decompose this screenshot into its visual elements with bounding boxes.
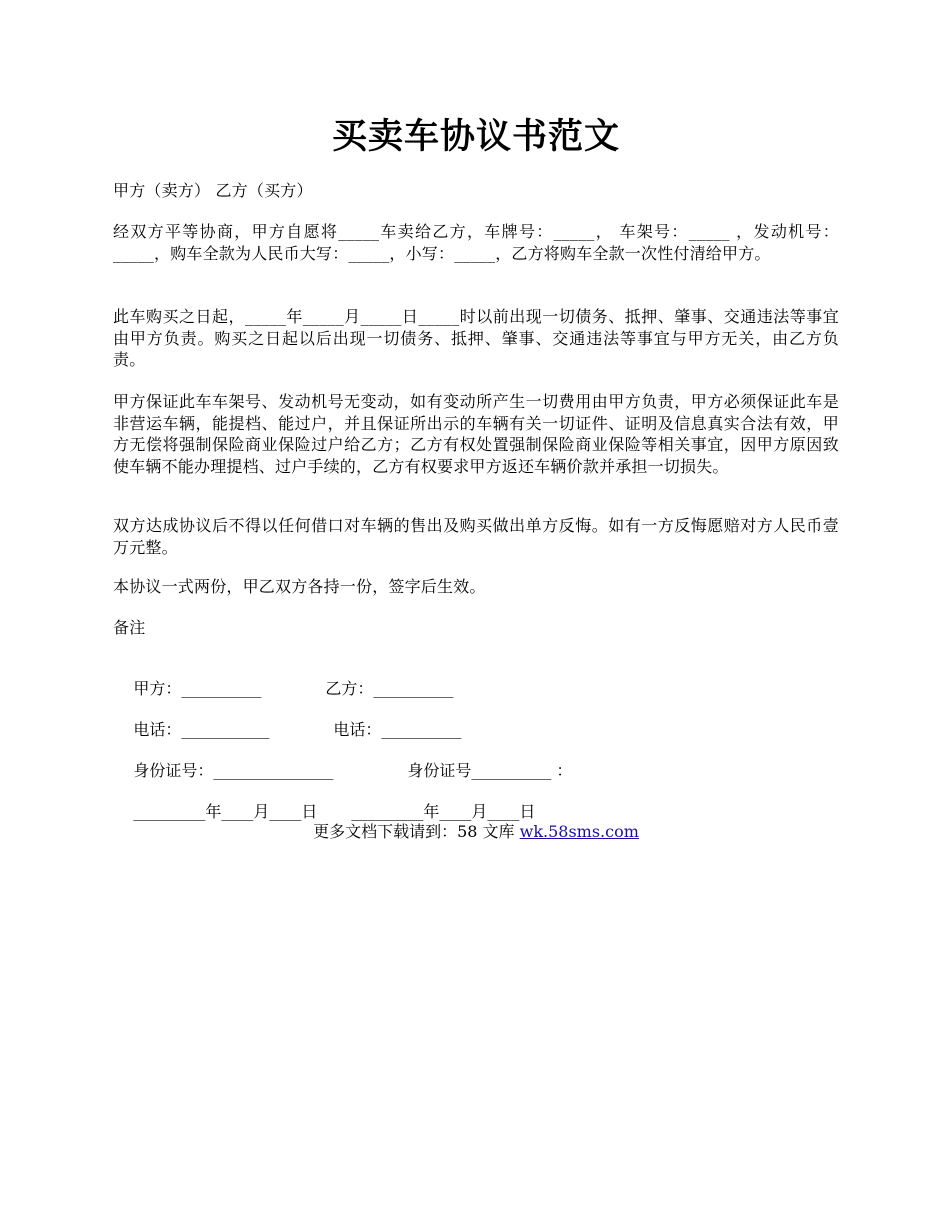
party-b-signature: 乙方：__________ [325, 679, 454, 698]
paragraph-2: 此车购买之日起，_____年_____月_____日_____时以前出现一切债务、抵押、肇事、交通违法等事宜由甲方负责。购买之日起以后出现一切债务、抵押、肇事、交通违法等事宜与甲方无关，由乙方负责。 [113, 307, 839, 369]
footer [113, 821, 839, 843]
footer-link[interactable]: wk.58sms.com [519, 822, 639, 841]
footer-text: 更多文档下载请到：58 文库 [313, 822, 520, 841]
party-a-phone: 电话：___________ [133, 720, 270, 739]
party-a-date: _________年____月____日 [133, 802, 318, 821]
paragraph-5: 本协议一式两份，甲乙双方各持一份，签字后生效。 [113, 577, 486, 596]
paragraph-4: 双方达成协议后不得以任何借口对车辆的售出及购买做出单方反悔。如有一方反悔愿赔对方人民币壹万元整。 [113, 516, 839, 557]
paragraph-1: 经双方平等协商，甲方自愿将_____车卖给乙方，车牌号：_____， 车架号：_____ ，发动机号：_____，购车全款为人民币大写：_____，小写：_____，乙方将购车全款一次性付清给甲方。 [113, 222, 839, 263]
paragraph-3: 甲方保证此车车架号、发动机号无变动，如有变动所产生一切费用由甲方负责，甲方必须保证此车是非营运车辆，能提档、能过户，并且保证所出示的车辆有关一切证件、证明及信息真实合法有效，甲方无偿将强制保险商业保险过户给乙方；乙方有权处置强制保险商业保险等相关事宜，因甲方原因致使车辆不能办理提档、过户手续的，乙方有权要求甲方返还车辆价款并承担一切损失。 [113, 392, 839, 476]
party-a-id: 身份证号：_______________ [133, 761, 334, 780]
party-b-phone: 电话：__________ [333, 720, 462, 739]
party-b-date: _________年____月____日 [351, 802, 536, 821]
party-b-id: 身份证号__________ ： [407, 761, 573, 780]
remarks-label: 备注 [113, 618, 146, 637]
party-a-signature: 甲方：__________ [133, 679, 262, 698]
page-title: 买卖车协议书范文 [331, 116, 620, 157]
parties-line: 甲方（卖方） 乙方（买方） [113, 181, 313, 200]
